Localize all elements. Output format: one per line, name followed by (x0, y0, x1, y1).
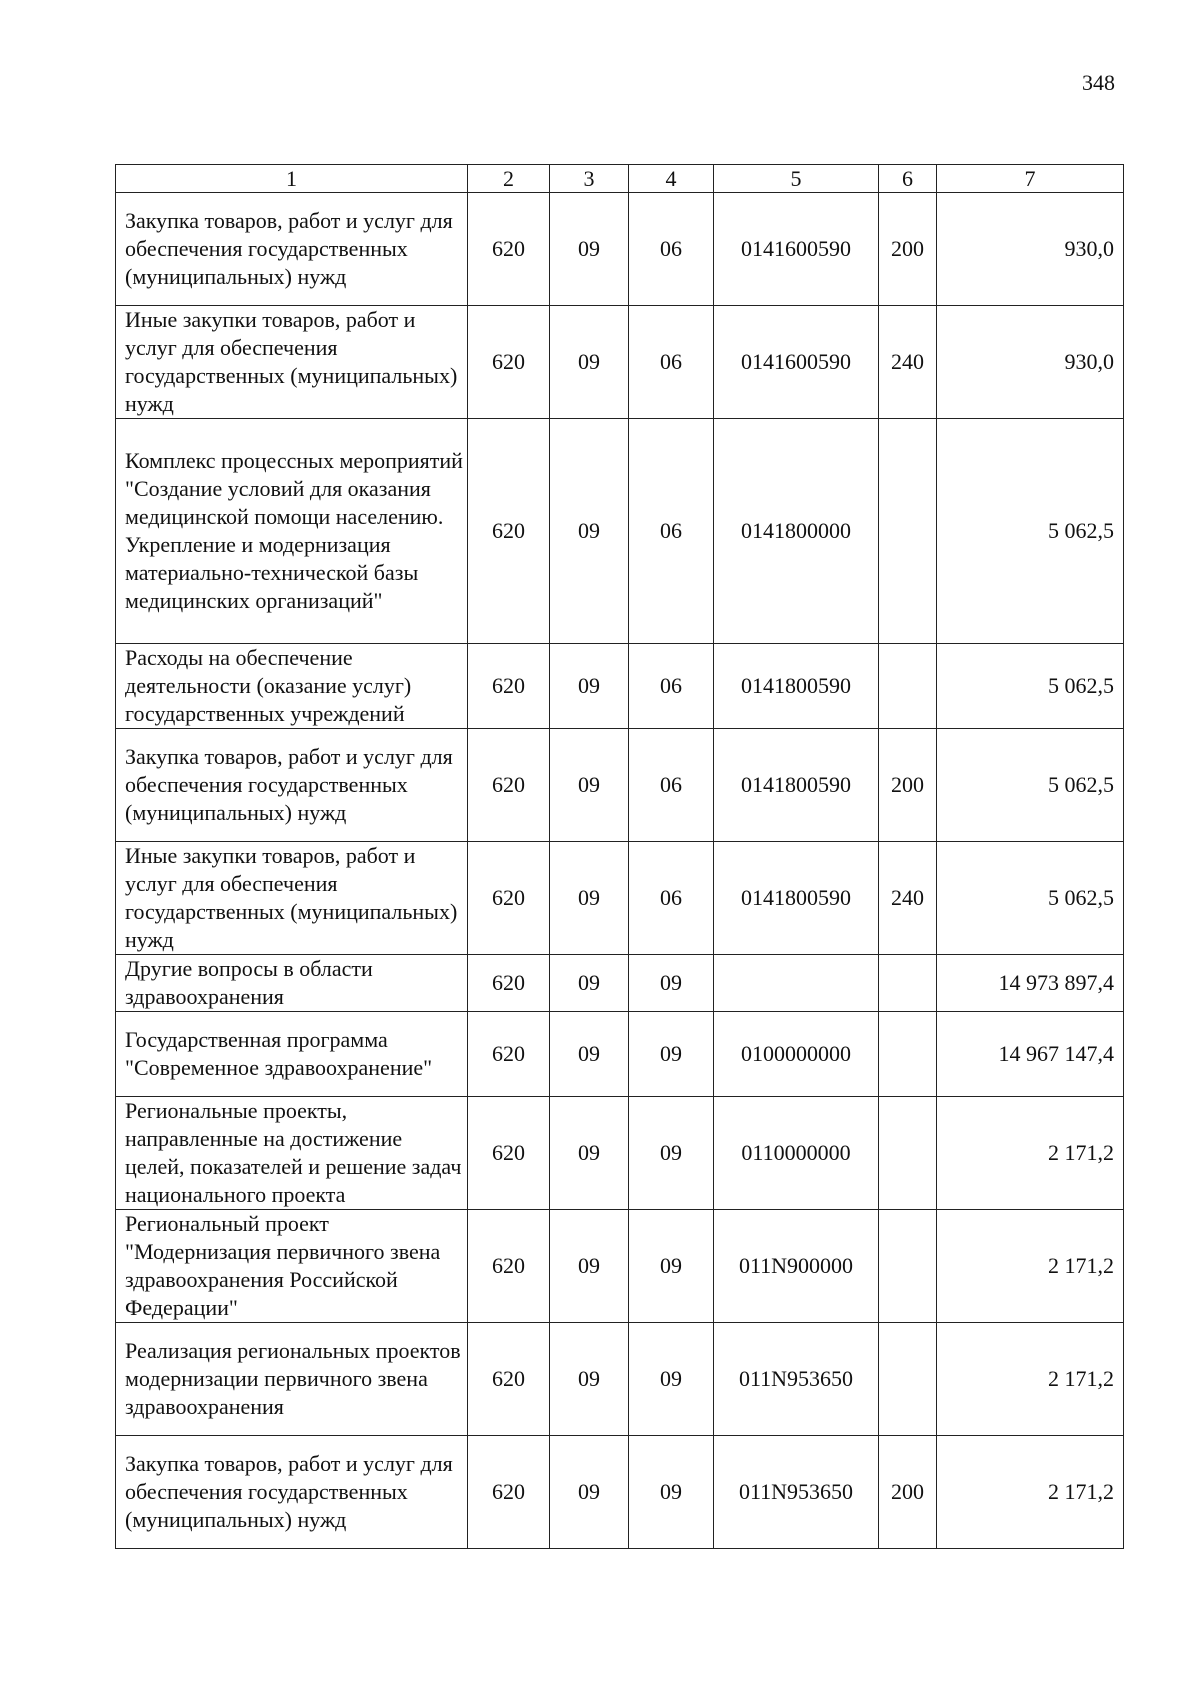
column-header-7: 7 (937, 165, 1124, 193)
column-header-6: 6 (879, 165, 937, 193)
row-code-3: 09 (550, 955, 629, 1012)
row-name: Другие вопросы в области здравоохранения (116, 955, 468, 1012)
row-amount: 5 062,5 (937, 644, 1124, 729)
row-code-5: 0110000000 (714, 1097, 879, 1210)
row-code-5: 0141800590 (714, 842, 879, 955)
row-code-6 (879, 1097, 937, 1210)
row-amount: 2 171,2 (937, 1210, 1124, 1323)
page-number: 348 (1082, 70, 1115, 95)
row-amount: 2 171,2 (937, 1436, 1124, 1549)
row-code-3: 09 (550, 729, 629, 842)
row-code-6 (879, 1012, 937, 1097)
row-code-6 (879, 1210, 937, 1323)
row-name: Региональный проект "Модернизация первичного звена здравоохранения Российской Федерации" (116, 1210, 468, 1323)
table-row (116, 1012, 1124, 1097)
row-code-4: 09 (629, 1436, 714, 1549)
row-code-4: 09 (629, 1323, 714, 1436)
row-name: Расходы на обеспечение деятельности (оказание услуг) государственных учреждений (116, 644, 468, 729)
row-amount: 5 062,5 (937, 419, 1124, 644)
row-code-3: 09 (550, 1012, 629, 1097)
row-code-6: 200 (879, 729, 937, 842)
row-amount: 5 062,5 (937, 729, 1124, 842)
row-name: Реализация региональных проектов модернизации первичного звена здравоохранения (116, 1323, 468, 1436)
row-code-2: 620 (468, 729, 550, 842)
row-name: Комплекс процессных мероприятий "Создание условий для оказания медицинской помощи населению. Укрепление и модернизация материально-технической базы медицинских организаций" (116, 419, 468, 644)
row-code-6 (879, 955, 937, 1012)
column-header-1: 1 (116, 165, 468, 193)
row-code-2: 620 (468, 1097, 550, 1210)
row-amount: 14 967 147,4 (937, 1012, 1124, 1097)
column-header-2: 2 (468, 165, 550, 193)
row-code-4: 06 (629, 644, 714, 729)
table-row (116, 1323, 1124, 1436)
row-code-2: 620 (468, 1012, 550, 1097)
row-amount: 5 062,5 (937, 842, 1124, 955)
row-code-3: 09 (550, 644, 629, 729)
table-row (116, 193, 1124, 306)
row-code-4: 06 (629, 306, 714, 419)
row-name: Иные закупки товаров, работ и услуг для обеспечения государственных (муниципальных) нужд (116, 842, 468, 955)
table-row (116, 1210, 1124, 1323)
row-code-4: 06 (629, 419, 714, 644)
row-code-5: 0100000000 (714, 1012, 879, 1097)
row-code-6 (879, 1323, 937, 1436)
row-code-2: 620 (468, 1323, 550, 1436)
table-row (116, 729, 1124, 842)
column-header-4: 4 (629, 165, 714, 193)
row-code-5: 011N953650 (714, 1436, 879, 1549)
row-name: Государственная программа "Современное здравоохранение" (116, 1012, 468, 1097)
row-code-2: 620 (468, 1436, 550, 1549)
row-name: Иные закупки товаров, работ и услуг для обеспечения государственных (муниципальных) нужд (116, 306, 468, 419)
row-code-5: 0141800590 (714, 644, 879, 729)
row-amount: 14 973 897,4 (937, 955, 1124, 1012)
row-code-3: 09 (550, 193, 629, 306)
row-code-5: 0141800590 (714, 729, 879, 842)
column-header-5: 5 (714, 165, 879, 193)
row-name: Закупка товаров, работ и услуг для обеспечения государственных (муниципальных) нужд (116, 193, 468, 306)
row-code-3: 09 (550, 1436, 629, 1549)
row-code-5 (714, 955, 879, 1012)
table-row (116, 644, 1124, 729)
row-code-2: 620 (468, 306, 550, 419)
table-row (116, 842, 1124, 955)
row-code-5: 0141800000 (714, 419, 879, 644)
row-code-4: 09 (629, 1097, 714, 1210)
row-code-4: 06 (629, 842, 714, 955)
row-name: Закупка товаров, работ и услуг для обеспечения государственных (муниципальных) нужд (116, 1436, 468, 1549)
table-row (116, 419, 1124, 644)
row-amount: 2 171,2 (937, 1323, 1124, 1436)
row-code-2: 620 (468, 955, 550, 1012)
row-code-2: 620 (468, 644, 550, 729)
row-code-6: 240 (879, 306, 937, 419)
row-code-5: 011N953650 (714, 1323, 879, 1436)
row-code-3: 09 (550, 1210, 629, 1323)
row-code-3: 09 (550, 1097, 629, 1210)
row-code-3: 09 (550, 419, 629, 644)
row-code-3: 09 (550, 306, 629, 419)
row-code-6: 200 (879, 193, 937, 306)
column-header-3: 3 (550, 165, 629, 193)
row-name: Региональные проекты, направленные на достижение целей, показателей и решение задач национального проекта (116, 1097, 468, 1210)
row-code-2: 620 (468, 419, 550, 644)
budget-table (115, 164, 1124, 1549)
row-code-4: 06 (629, 729, 714, 842)
row-amount: 2 171,2 (937, 1097, 1124, 1210)
row-code-5: 0141600590 (714, 306, 879, 419)
row-code-5: 0141600590 (714, 193, 879, 306)
row-code-6: 200 (879, 1436, 937, 1549)
header-row (116, 165, 1124, 193)
row-code-2: 620 (468, 1210, 550, 1323)
table-row (116, 1097, 1124, 1210)
row-code-3: 09 (550, 1323, 629, 1436)
row-code-4: 09 (629, 955, 714, 1012)
row-code-4: 06 (629, 193, 714, 306)
row-amount: 930,0 (937, 193, 1124, 306)
table-row (116, 1436, 1124, 1549)
row-code-5: 011N900000 (714, 1210, 879, 1323)
row-name: Закупка товаров, работ и услуг для обеспечения государственных (муниципальных) нужд (116, 729, 468, 842)
row-code-4: 09 (629, 1210, 714, 1323)
row-code-6: 240 (879, 842, 937, 955)
row-code-2: 620 (468, 842, 550, 955)
row-code-4: 09 (629, 1012, 714, 1097)
row-code-6 (879, 644, 937, 729)
table-row (116, 955, 1124, 1012)
row-code-3: 09 (550, 842, 629, 955)
row-code-2: 620 (468, 193, 550, 306)
row-code-6 (879, 419, 937, 644)
table-row (116, 306, 1124, 419)
row-amount: 930,0 (937, 306, 1124, 419)
